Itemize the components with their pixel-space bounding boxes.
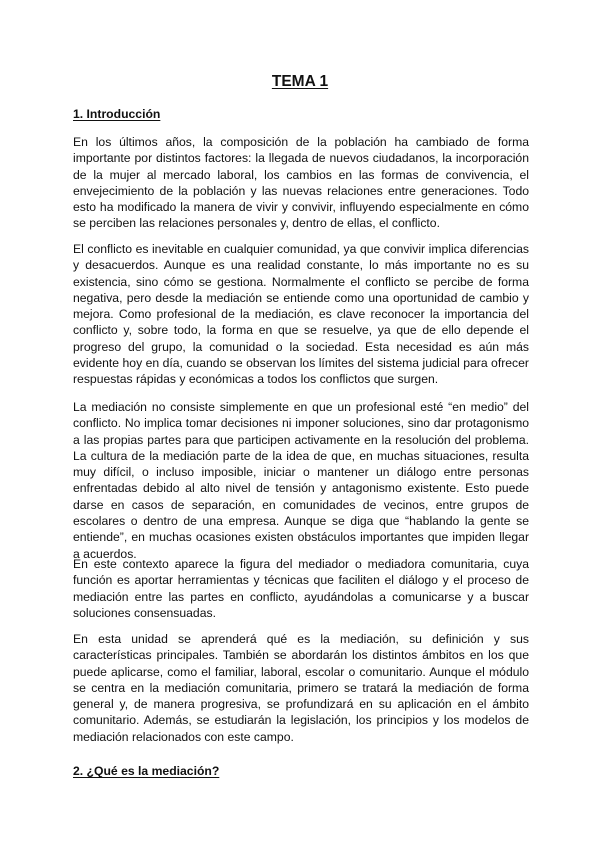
- paragraph: El conflicto es inevitable en cualquier comunidad, ya que convivir implica diferencias y desacuerdos. Aunque es una realidad constante, lo más importante no es su existencia, sino cómo se gestiona. Normalmente el conflicto se percibe de forma negativa, pero desde la mediación se entiende como una oportunidad de cambio y mejora. Como profesional de la mediación, es clave reconocer la importancia del conflicto y, sobre todo, la forma en que se resuelve, ya que de ello depende el progreso del grupo, la comunidad o la sociedad. Esta necesidad es aún más evidente hoy en día, cuando se observan los límites del sistema judicial para ofrecer respuestas rápidas y económicas a todos los conflictos que surgen.: [73, 242, 529, 387]
- section-heading-introduccion: 1. Introducción: [73, 107, 161, 121]
- paragraph: En este contexto aparece la figura del mediador o mediadora comunitaria, cuya función es aportar herramientas y técnicas que faciliten el diálogo y el proceso de mediación entre las partes en conflicto, ayudándolas a comunicarse y a buscar soluciones consensuadas.: [73, 557, 529, 620]
- document-title: TEMA 1: [271, 73, 329, 90]
- section-heading-que-es-la-mediacion: 2. ¿Qué es la mediación?: [73, 764, 220, 778]
- paragraph: En esta unidad se aprenderá qué es la mediación, su definición y sus características principales. También se abordarán los distintos ámbitos en los que puede aplicarse, como el familiar, laboral, escolar o comunitario. Aunque el módulo se centra en la mediación comunitaria, primero se tratará la mediación de forma general y, de manera progresiva, se profundizará en su aplicación en el ámbito comunitario. Además, se estudiarán la legislación, los principios y los modelos de mediación relacionados con este campo.: [73, 632, 529, 744]
- paragraph: En los últimos años, la composición de la población ha cambiado de forma importante por distintos factores: la llegada de nuevos ciudadanos, la incorporación de la mujer al mercado laboral, los cambios en las formas de convivencia, el envejecimiento de la población y las nuevas relaciones entre generaciones. Todo esto ha modificado la manera de vivir y convivir, influyendo especialmente en cómo se perciben las relaciones personales y, dentro de ellas, el conflicto.: [73, 135, 529, 231]
- paragraph: La mediación no consiste simplemente en que un profesional esté “en medio” del conflicto. No implica tomar decisiones ni imponer soluciones, sino dar protagonismo a las propias partes para que participen activamente en la resolución del problema. La cultura de la mediación parte de la idea de que, en muchas situaciones, resulta muy difícil, o incluso imposible, iniciar o mantener un diálogo entre personas enfrentadas debido al alto nivel de tensión y antagonismo existente. Esto puede darse en casos de separación, en comunidades de vecinos, entre grupos de escolares o dentro de una empresa. Aunque se diga que “hablando la gente se entiende”, en muchas ocasiones existen obstáculos importantes que impiden llegar a acuerdos.: [73, 400, 529, 561]
